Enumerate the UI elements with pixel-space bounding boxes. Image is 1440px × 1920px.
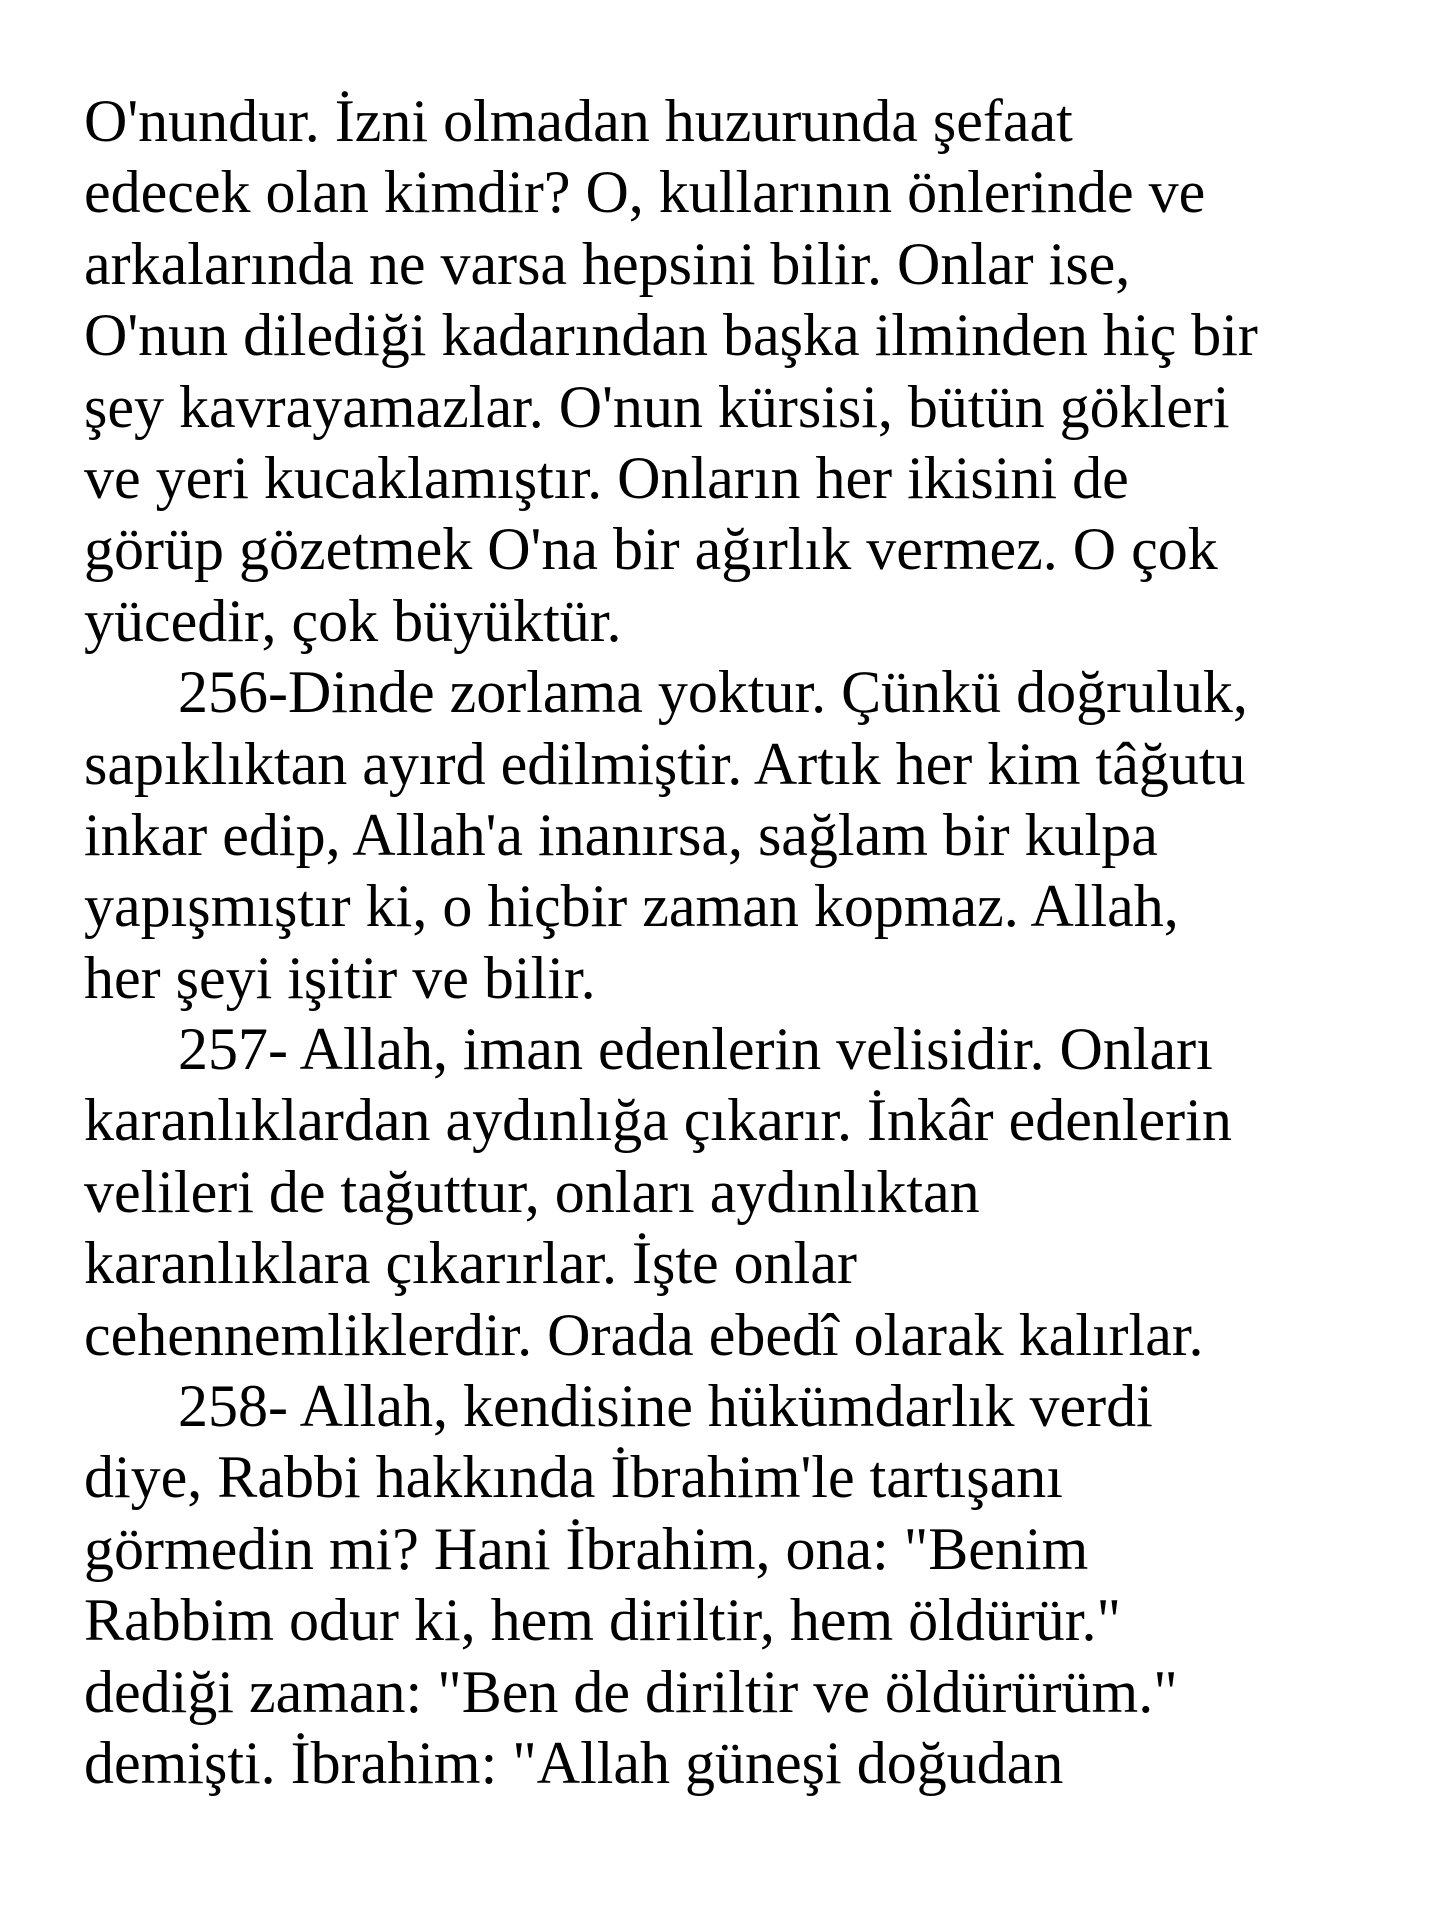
text-line: ve yeri kucaklamıştır. Onların her ikisini de — [84, 444, 1129, 511]
text-line: şey kavrayamazlar. O'nun kürsisi, bütün gökleri — [84, 373, 1230, 440]
text-line: karanlıklardan aydınlığa çıkarır. İnkâr edenlerin — [84, 1087, 1232, 1154]
text-line: Rabbim odur ki, hem diriltir, hem öldürür." — [84, 1587, 1121, 1654]
text-line: görüp gözetmek O'na bir ağırlık vermez. O çok — [84, 516, 1218, 583]
verse-258-start: 258- Allah, kendisine hükümdarlık verdi — [178, 1373, 1153, 1440]
text-line: inkar edip, Allah'a inanırsa, sağlam bir kulpa — [84, 801, 1158, 868]
text-line: cehennemliklerdir. Orada ebedî olarak kalırlar. — [84, 1301, 1204, 1368]
text-line: dediği zaman: "Ben de diriltir ve öldürürüm." — [84, 1658, 1178, 1725]
verse-257-start: 257- Allah, iman edenlerin velisidir. Onları — [178, 1016, 1213, 1083]
text-line: diye, Rabbi hakkında İbrahim'le tartışanı — [84, 1444, 1063, 1511]
text-line: velileri de tağuttur, onları aydınlıktan — [84, 1158, 980, 1225]
text-line: yapışmıştır ki, o hiçbir zaman kopmaz. Allah, — [84, 873, 1179, 940]
text-line: her şeyi işitir ve bilir. — [84, 944, 596, 1011]
text-line: görmedin mi? Hani İbrahim, ona: "Benim — [84, 1515, 1089, 1582]
text-line: sapıklıktan ayırd edilmiştir. Artık her kim tâğutu — [84, 730, 1246, 797]
text-line: edecek olan kimdir? O, kullarının önlerinde ve — [84, 159, 1206, 226]
text-line: karanlıklara çıkarırlar. İşte onlar — [84, 1230, 857, 1297]
text-line: O'nun dilediği kadarından başka ilminden hiç bir — [84, 302, 1258, 369]
text-line: demişti. İbrahim: "Allah güneşi doğudan — [84, 1729, 1064, 1796]
text-line: arkalarında ne varsa hepsini bilir. Onlar ise, — [84, 230, 1131, 297]
text-line: yücedir, çok büyüktür. — [84, 587, 622, 654]
body-text — [84, 86, 1424, 1799]
text-line: O'nundur. İzni olmadan huzurunda şefaat — [84, 88, 1073, 154]
verse-256-start: 256-Dinde zorlama yoktur. Çünkü doğruluk, — [178, 659, 1248, 726]
